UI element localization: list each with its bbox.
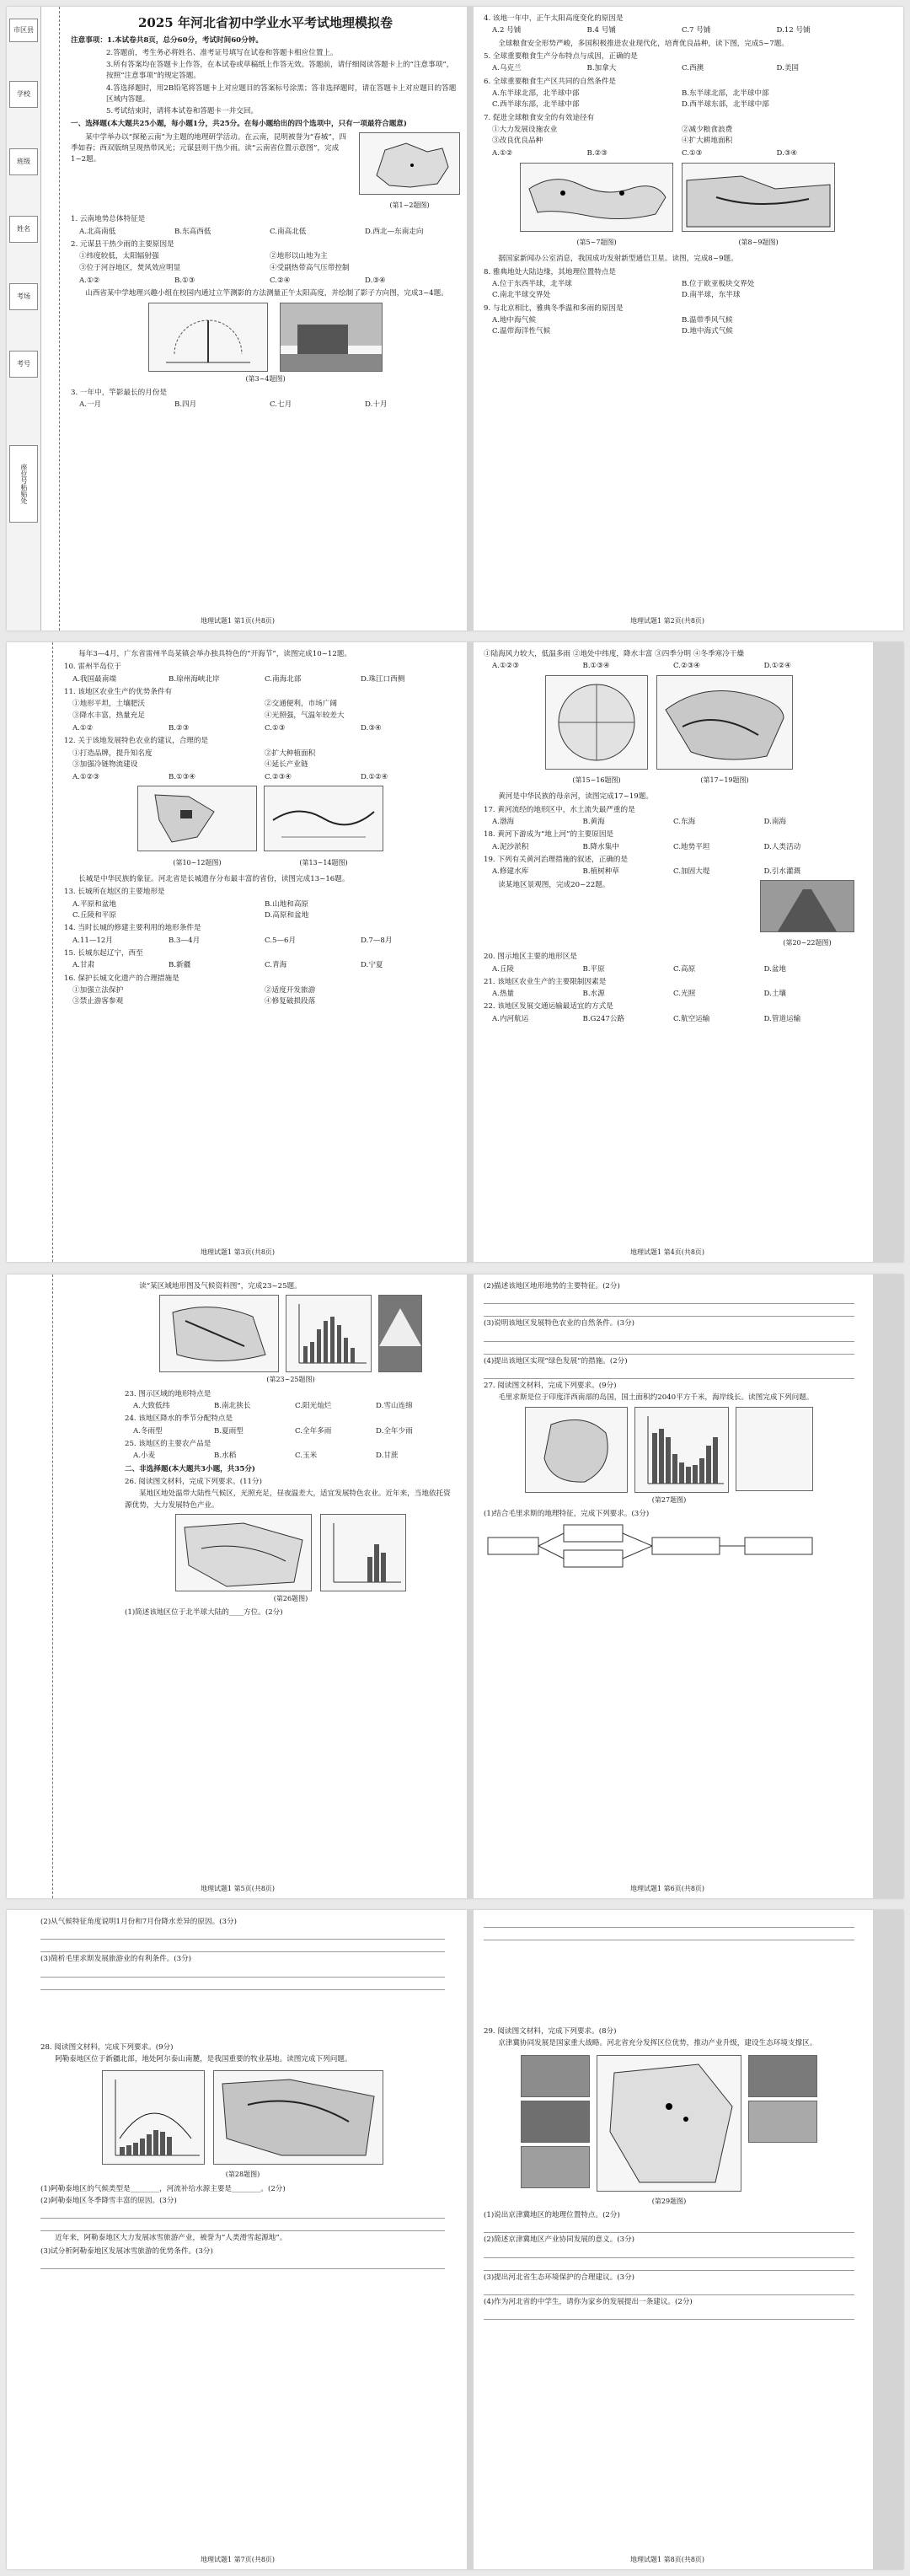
q1-option-c[interactable]: C.南高北低 <box>270 227 307 236</box>
notice-2: 2.答题前，考生务必将姓名、准考证号填写在试卷和答题卡相应位置上。 <box>106 48 338 57</box>
page-6-footer: 地理试题1 第6页(共8页) <box>630 1885 705 1892</box>
question-8: 8. 雅典地处大陆边缘，其地理位置特点是 <box>484 267 617 276</box>
q20-option-a[interactable]: A.丘陵 <box>492 964 515 974</box>
q25-option-d[interactable]: D.甘蔗 <box>376 1452 399 1461</box>
q20-option-b[interactable]: B.平原 <box>582 964 605 974</box>
q10-option-b[interactable]: B.琼州海峡北岸 <box>169 674 220 684</box>
question-14: 14. 当时长城的修建主要利用的地形条件是 <box>64 924 201 933</box>
question-24: 24. 该地区降水的季节分配特点是 <box>125 1414 233 1424</box>
answer-line[interactable] <box>484 2284 854 2295</box>
q24-option-d[interactable]: D.全年少雨 <box>376 1426 413 1436</box>
material-27: 毛里求斯是位于印度洋西南部的岛国，国土面积约2040平方千米，海岸线长。读图完成下列问题。 <box>498 1393 814 1403</box>
q1-option-d[interactable]: D.西北—东南走向 <box>365 227 424 236</box>
answer-line[interactable] <box>484 1917 854 1928</box>
q5-option-d[interactable]: D.美国 <box>776 64 800 73</box>
q18-option-b[interactable]: B.降水集中 <box>582 842 619 851</box>
student-info-strip <box>7 7 41 631</box>
notice-4: 4.答选择题时，用2B铅笔将答题卡上对应题目的答案标号涂黑；答非选择题时，请在答题卡上对应题目的答题区域内答题。 <box>106 83 457 104</box>
q5-option-a[interactable]: A.乌克兰 <box>492 64 522 73</box>
circular-map-figure <box>545 675 648 770</box>
answer-line[interactable] <box>40 1979 445 1990</box>
class-label: 班级 <box>9 148 38 175</box>
page-8 <box>484 1917 854 2321</box>
answer-line[interactable] <box>484 2260 854 2271</box>
question-28-3: (3)试分析阿勒泰地区发展冰雪旅游的优势条件。(3分) <box>40 2246 213 2256</box>
answer-line[interactable] <box>40 1967 445 1978</box>
q4-option-b[interactable]: B.4 号铺 <box>586 26 616 35</box>
page-5 <box>125 1281 457 1620</box>
q11-option-c[interactable]: C.①③ <box>265 723 286 733</box>
q11-statement-4: ④光照强，气温年较差大 <box>265 711 345 720</box>
page-gutter-2 <box>467 642 474 1262</box>
page-4-footer: 地理试题1 第4页(共8页) <box>630 1248 705 1256</box>
name-label: 姓名 <box>9 216 38 243</box>
page-7 <box>40 1917 445 2271</box>
binding-line-2 <box>52 642 53 1262</box>
q16-statement-4: ④修复破损段落 <box>265 997 316 1006</box>
notice-3: 3.所有答案均在答题卡上作答，在本试卷或草稿纸上作答无效。答题前，请仔细阅读答题卡上的“注意事项”，按照“注意事项”的规定答题。 <box>106 60 454 81</box>
question-5: 5. 全球重要粮食生产分布特点与成因，正确的是 <box>484 51 638 61</box>
q8-option-b[interactable]: B.位于欧亚板块交界处 <box>682 280 755 289</box>
q11-option-d[interactable]: D.③④ <box>361 723 382 733</box>
q4-option-c[interactable]: C.7 号铺 <box>682 26 711 35</box>
question-29-4: (4)作为河北省的中学生，请你为家乡的发展提出一条建议。(2分) <box>484 2297 693 2306</box>
q12-option-a[interactable]: A.①②③ <box>72 773 100 782</box>
q18-option-c[interactable]: C.地势平坦 <box>673 842 710 851</box>
district-label: 市区县 <box>9 19 38 42</box>
fig-27-caption: (第27题图) <box>651 1495 687 1504</box>
exam-page-3-4 <box>7 642 903 1262</box>
q2-statement-2: ②地形以山地为主 <box>270 252 328 261</box>
q4-option-d[interactable]: D.12 号铺 <box>776 26 811 35</box>
q16-option-b[interactable]: B.①③④ <box>582 662 610 671</box>
question-18: 18. 黄河下游成为“地上河”的主要原因是 <box>484 830 614 840</box>
q16-option-d[interactable]: D.①②④ <box>763 662 791 671</box>
page-3 <box>64 649 457 1010</box>
note-box-27 <box>736 1407 813 1491</box>
climate-chart-27 <box>634 1407 729 1493</box>
school-label: 学校 <box>9 81 38 108</box>
q20-option-d[interactable]: D.盆地 <box>763 964 787 974</box>
q3-option-a[interactable]: A.一月 <box>79 400 102 410</box>
q11-statement-3: ③降水丰富，热量充足 <box>72 711 145 720</box>
q2-statement-4: ④受副热带高气压带控制 <box>270 263 350 272</box>
world-grain-map-figure <box>520 163 673 232</box>
question-26-2: (2)描述该地区地形地势的主要特征。(2分) <box>484 1282 620 1291</box>
exam-page-5-6 <box>7 1275 903 1898</box>
highway-photo <box>760 880 854 932</box>
q23-option-d[interactable]: D.雪山连绵 <box>376 1402 413 1411</box>
q23-option-c[interactable]: C.阳光灿烂 <box>295 1402 332 1411</box>
page-5-footer: 地理试题1 第5页(共8页) <box>201 1885 276 1892</box>
q19-option-d[interactable]: D.引水灌溉 <box>763 867 801 877</box>
q19-option-c[interactable]: C.加固大堤 <box>673 867 710 877</box>
answer-line[interactable] <box>40 1929 445 1940</box>
q8-option-a[interactable]: A.位于东西半球，北半球 <box>492 280 572 289</box>
question-3: 3. 一年中，竿影最长的月份是 <box>71 389 168 398</box>
flowchart-27 <box>484 1521 838 1571</box>
question-22: 22. 该地区发展交通运输最适宜的方式是 <box>484 1002 613 1012</box>
page-6 <box>484 1281 854 1576</box>
question-26-1: (1)简述该地区位于北半球大陆的____方位。(2分) <box>125 1608 283 1618</box>
exam-number-label: 考号 <box>9 351 38 378</box>
q14-option-b[interactable]: B.3—4月 <box>169 936 201 945</box>
question-20: 20. 图示地区主要的地形区是 <box>484 953 577 962</box>
question-16: 16. 保护长城文化遗产的合理措施是 <box>64 974 179 983</box>
right-margin-strip-3 <box>873 1275 903 1898</box>
q18-option-d[interactable]: D.人类活动 <box>763 842 801 851</box>
q9-option-c[interactable]: C.温带海洋性气候 <box>492 327 551 336</box>
q11-option-b[interactable]: B.②③ <box>169 723 190 733</box>
fig-26-caption: (第26题图) <box>273 1594 308 1602</box>
question-19: 19. 下列有关黄河治理措施的叙述，正确的是 <box>484 855 629 864</box>
answer-line[interactable] <box>484 1306 854 1317</box>
q22-option-a[interactable]: A.内河航运 <box>492 1014 529 1023</box>
q17-option-d[interactable]: D.南海 <box>763 817 787 826</box>
fig-23-25-caption: (第23~25题图) <box>266 1376 315 1384</box>
q9-option-d[interactable]: D.地中海式气候 <box>682 327 733 336</box>
question-27: 27. 阅读图文材料，完成下列要求。(9分) <box>484 1381 617 1390</box>
answer-line[interactable] <box>484 2222 854 2233</box>
exam-page-7-8 <box>7 1910 903 2569</box>
q1-option-b[interactable]: B.东高西低 <box>174 227 211 236</box>
room-label: 考场 <box>9 283 38 310</box>
binding-line-3 <box>52 1275 53 1898</box>
answer-line[interactable] <box>40 2258 445 2269</box>
answer-line[interactable] <box>484 1344 854 1355</box>
right-margin-strip <box>873 642 903 1262</box>
fig-17-19-caption: (第17~19题图) <box>700 775 749 784</box>
q24-option-c[interactable]: C.全年多雨 <box>295 1426 332 1436</box>
intro-20-22: 读某地区景观图，完成20~22题。 <box>498 880 610 889</box>
question-1: 1. 云南地势总体特征是 <box>71 215 146 224</box>
page-3-footer: 地理试题1 第3页(共8页) <box>201 1248 276 1256</box>
intro-5-7: 全球粮食安全形势严峻，多国积极推进农业现代化，培育优良品种，读下图，完成5~7题。 <box>498 39 789 48</box>
q12-option-d[interactable]: D.①②④ <box>361 773 388 782</box>
q16-option-a[interactable]: A.①②③ <box>492 662 520 671</box>
question-11: 11. 该地区农业生产的优势条件有 <box>64 687 173 696</box>
material-28b: 近年来，阿勒泰地区大力发展冰雪旅游产业，被誉为“人类滑雪起源地”。 <box>55 2234 287 2243</box>
q11-option-a[interactable]: A.①② <box>72 723 94 733</box>
question-27-2: (2)从气候特征角度说明1月份和7月份降水差异的原因。(3分) <box>40 1918 237 1926</box>
fig-8-9-caption: (第8~9题图) <box>738 239 779 247</box>
question-7: 7. 促进全球粮食安全的有效途径有 <box>484 113 595 122</box>
q7-statement-2: ②减少粮食浪费 <box>682 125 733 134</box>
q19-option-a[interactable]: A.修建水库 <box>492 867 529 877</box>
q12-option-b[interactable]: B.①③④ <box>169 773 196 782</box>
q14-option-c[interactable]: C.5—6月 <box>265 936 297 945</box>
answer-line[interactable] <box>484 1293 854 1304</box>
q6-option-d[interactable]: D.西半球东部，北半球中部 <box>682 100 769 110</box>
q10-option-a[interactable]: A.我国最南端 <box>72 674 116 684</box>
photo-29-b <box>521 2101 590 2143</box>
page-1-footer-text: 地理试题1 第1页(共8页) <box>201 617 276 625</box>
q12-statement-2: ②扩大种植面积 <box>265 749 316 758</box>
page-2-footer-text: 地理试题1 第2页(共8页) <box>630 617 705 625</box>
question-9: 9. 与北京相比，雅典冬季温和多雨的原因是 <box>484 303 624 313</box>
q23-option-b[interactable]: B.南北狭长 <box>214 1402 251 1411</box>
notice-1: 注意事项：1.本试卷共8页，总分60分，考试时间60分钟。 <box>71 36 263 46</box>
fig-10-12-caption: (第10~12题图) <box>173 858 222 867</box>
q3-option-b[interactable]: B.四月 <box>174 400 197 410</box>
material-29: 京津冀协同发展是国家重大战略。河北省充分发挥区位优势，推动产业升级，建设生态环境支撑区。 <box>498 2039 817 2048</box>
q12-option-c[interactable]: C.②③④ <box>265 773 292 782</box>
q17-option-b[interactable]: B.黄海 <box>582 817 605 826</box>
q21-option-c[interactable]: C.光照 <box>673 990 696 999</box>
question-29-3: (3)提出河北省生态环境保护的合理建议。(3分) <box>484 2273 635 2282</box>
q3-option-d[interactable]: D.十月 <box>365 400 388 410</box>
question-2: 2. 元谋县干热少雨的主要原因是 <box>71 240 174 250</box>
question-15: 15. 长城东起辽宁，西至 <box>64 949 143 958</box>
question-29: 29. 阅读图文材料，完成下列要求。(8分) <box>484 2027 617 2036</box>
q12-statement-4: ④延长产业链 <box>265 759 308 769</box>
fig-3-4-caption: (第3~4题图) <box>245 374 286 383</box>
q7-option-a[interactable]: A.①② <box>492 149 513 158</box>
section-2-heading: 二、非选择题(本大题共3小题，共35分) <box>125 1464 255 1473</box>
q22-option-c[interactable]: C.航空运输 <box>673 1014 710 1023</box>
right-margin-strip-4 <box>873 1910 903 2569</box>
mediterranean-map-figure <box>682 163 835 232</box>
q2-option-d[interactable]: D.③④ <box>365 276 386 286</box>
q15-option-b[interactable]: B.新疆 <box>169 961 191 970</box>
question-26-4: (4)提出该地区实现“绿色发展”的措施。(2分) <box>484 1356 628 1366</box>
page-gutter-4 <box>467 1910 474 2569</box>
q6-option-b[interactable]: B.东半球北部，北半球中部 <box>682 89 769 98</box>
q24-option-a[interactable]: A.冬雨型 <box>133 1426 163 1436</box>
answer-line[interactable] <box>484 1331 854 1342</box>
answer-line[interactable] <box>40 2208 445 2219</box>
q16-statement-3: ③禁止游客参观 <box>72 997 124 1006</box>
q11-statement-1: ①地形平坦，土壤肥沃 <box>72 700 145 709</box>
q7-option-d[interactable]: D.③④ <box>776 149 798 158</box>
q13-option-c[interactable]: C.丘陵和平原 <box>72 911 116 920</box>
q15-option-a[interactable]: A.甘肃 <box>72 961 95 970</box>
question-4: 4. 该地一年中，正午太阳高度变化的原因是 <box>484 14 624 23</box>
question-25: 25. 该地区的主要农产品是 <box>125 1439 211 1448</box>
q19-option-b[interactable]: B.植树种草 <box>582 867 619 877</box>
q7-statement-4: ④扩大耕地面积 <box>682 137 733 146</box>
question-28-1: (1)阿勒泰地区的气候类型是________，河流补给水源主要是________。(2分) <box>40 2184 286 2193</box>
material-28: 阿勒泰地区位于新疆北部，地处阿尔泰山南麓，是我国重要的牧业基地。读图完成下列问题。 <box>55 2054 352 2063</box>
q18-option-a[interactable]: A.泥沙淤积 <box>492 842 529 851</box>
fig-1-2-caption: (第1~2题图) <box>389 201 430 210</box>
section-1-heading: 一、选择题(本大题共25小题，每小题1分，共25分。在每小题给出的四个选项中，只有一项最符合题意) <box>71 120 407 129</box>
q2-option-a[interactable]: A.①② <box>79 276 100 286</box>
q9-option-a[interactable]: A.地中海气候 <box>492 316 536 325</box>
question-27-3: (3)简析毛里求斯发展旅游业的有利条件。(3分) <box>40 1955 192 1964</box>
mauritius-map <box>525 1407 628 1493</box>
intro-10-12: 每年3—4月，广东省雷州半岛某镇会举办独具特色的“开海节”，读图完成10~12题。 <box>78 650 351 658</box>
q4-option-a[interactable]: A.2 号铺 <box>492 26 522 35</box>
q7-statement-3: ③改良优良品种 <box>492 137 543 146</box>
fig-5-7-caption: (第5~7题图) <box>576 239 617 247</box>
answer-line[interactable] <box>484 2247 854 2258</box>
question-27-1: (1)结合毛里求斯的地理特征，完成下列要求。(3分) <box>484 1509 650 1518</box>
page-7-footer: 地理试题1 第7页(共8页) <box>201 2556 276 2563</box>
q2-statement-1: ①纬度较低，太阳辐射强 <box>79 252 159 261</box>
q25-option-a[interactable]: A.小麦 <box>133 1452 156 1461</box>
page-2 <box>484 13 871 340</box>
question-6: 6. 全球重要粮食生产区共同的自然条件是 <box>484 77 617 86</box>
intro-17-19: 黄河是中华民族的母亲河，读图完成17~19题。 <box>498 792 653 802</box>
q22-option-b[interactable]: B.G247公路 <box>582 1014 625 1023</box>
q11-statement-2: ②交通便利，市场广阔 <box>265 700 337 709</box>
page-8-footer: 地理试题1 第8页(共8页) <box>630 2556 705 2563</box>
q14-option-a[interactable]: A.11—12月 <box>72 936 113 945</box>
q9-option-b[interactable]: B.温带季风气候 <box>682 316 733 325</box>
photo-29-c <box>521 2146 590 2188</box>
q2-option-c[interactable]: C.②④ <box>270 276 291 286</box>
q21-option-d[interactable]: D.土壤 <box>763 990 787 999</box>
climate-chart-26 <box>320 1514 406 1591</box>
q21-option-b[interactable]: B.水源 <box>582 990 605 999</box>
intro-3-4: 山西省某中学地理兴趣小组在校园内通过立竿测影的方法测量正午太阳高度，并绘制了影子方向图，完成3~4题。 <box>85 289 448 298</box>
q22-option-d[interactable]: D.管道运输 <box>763 1014 801 1023</box>
great-wall-map-figure <box>264 786 383 851</box>
answer-line[interactable] <box>40 1941 445 1952</box>
exam-page-1-2 <box>7 7 903 631</box>
q20-option-c[interactable]: C.高原 <box>673 964 696 974</box>
q12-statement-3: ③加强冷链物流建设 <box>72 759 138 769</box>
question-29-1: (1)说出京津冀地区的地理位置特点。(2分) <box>484 2211 620 2220</box>
q25-option-b[interactable]: B.水稻 <box>214 1452 237 1461</box>
q6-option-c[interactable]: C.西半球东部，北半球中部 <box>492 100 580 110</box>
q16-statement-1: ①加强立法保护 <box>72 985 124 995</box>
q1-option-a[interactable]: A.北高南低 <box>79 227 116 236</box>
region-terrain-map <box>159 1295 279 1372</box>
fig-13-14-caption: (第13~14题图) <box>299 858 348 867</box>
altay-map <box>213 2070 383 2165</box>
q13-option-a[interactable]: A.平原和盆地 <box>72 899 116 909</box>
shadow-diagram-figure <box>148 303 268 372</box>
q8-option-c[interactable]: C.南北半球交界处 <box>492 291 551 300</box>
q16-option-c[interactable]: C.②③④ <box>673 662 701 671</box>
q16-statement-2: ②适度开发旅游 <box>265 985 316 995</box>
q7-statement-1: ①大力发展设施农业 <box>492 125 558 134</box>
seat-sticker-area: 座位号粘贴处 <box>9 445 38 523</box>
question-23: 23. 图示区域的地形特点是 <box>125 1389 211 1398</box>
question-21: 21. 该地区农业生产的主要限制因素是 <box>484 977 607 986</box>
q2-statement-3: ③位于河谷地区，焚风效应明显 <box>79 263 181 272</box>
china-terrain-map-figure <box>656 675 793 770</box>
question-28: 28. 阅读图文材料，完成下列要求。(9分) <box>40 2042 174 2052</box>
yunnan-map-figure <box>359 132 460 195</box>
q24-option-b[interactable]: B.夏雨型 <box>214 1426 244 1436</box>
page-1 <box>71 13 460 413</box>
q5-option-b[interactable]: B.加拿大 <box>586 64 617 73</box>
intro-8-9: 据国家新闻办公室消息，我国成功发射新型通信卫星。读图，完成8~9题。 <box>498 255 738 264</box>
q8-option-d[interactable]: D.南半球，东半球 <box>682 291 741 300</box>
question-13: 13. 长城所在地区的主要地形是 <box>64 888 165 897</box>
q15-option-c[interactable]: C.青海 <box>265 961 287 970</box>
question-26-3: (3)说明该地区发展特色农业的自然条件。(3分) <box>484 1319 635 1328</box>
q10-option-c[interactable]: C.南海北部 <box>265 674 302 684</box>
fig-28-caption: (第28题图) <box>225 2171 260 2179</box>
material-26: 某地区地处温带大陆性气候区，光照充足，昼夜温差大，适宜发展特色农业。近年来，当地依托资源优势，大力发展特色产业。 <box>125 1489 451 1510</box>
q15-option-d[interactable]: D.宁夏 <box>361 961 383 970</box>
q12-statement-1: ①打造品牌，提升知名度 <box>72 749 153 758</box>
q5-option-c[interactable]: C.西澳 <box>682 64 704 73</box>
exam-title: 2025 年河北省初中学业水平考试地理模拟卷 <box>138 15 393 30</box>
answer-line[interactable] <box>484 2309 854 2320</box>
notice-5: 5.考试结束时，请将本试卷和答题卡一并交回。 <box>106 107 259 116</box>
q2-option-b[interactable]: B.①③ <box>174 276 195 286</box>
photo-29-e <box>748 2101 817 2143</box>
question-26: 26. 阅读图文材料，完成下列要求。(11分) <box>125 1477 262 1486</box>
q13-option-b[interactable]: B.山地和高原 <box>265 899 309 909</box>
climate-chart-23 <box>286 1295 372 1372</box>
snow-mountain-photo <box>378 1295 422 1372</box>
q13-option-d[interactable]: D.高原和盆地 <box>265 911 309 920</box>
q3-option-c[interactable]: C.七月 <box>270 400 292 410</box>
climate-chart-28 <box>102 2070 205 2165</box>
question-10: 10. 雷州半岛位于 <box>64 663 121 672</box>
q14-option-d[interactable]: D.7—8月 <box>361 936 393 945</box>
q10-option-d[interactable]: D.珠江口西侧 <box>361 674 405 684</box>
intro-23-25: 读“某区域地形图及气候资料图”，完成23~25题。 <box>139 1282 302 1291</box>
q25-option-c[interactable]: C.玉米 <box>295 1452 318 1461</box>
intro-13-16: 长城是中华民族的象征。河北省是长城遗存分布最丰富的省份，读图完成13~16题。 <box>78 875 350 884</box>
page-gutter <box>467 7 474 631</box>
fig-29-caption: (第29题图) <box>651 2197 687 2205</box>
q23-option-a[interactable]: A.大致低纬 <box>133 1402 170 1411</box>
fig-15-16-caption: (第15~16题图) <box>572 775 621 784</box>
answer-line[interactable] <box>484 1368 854 1379</box>
answer-line[interactable] <box>484 1929 854 1940</box>
photo-29-d <box>748 2055 817 2097</box>
question-28-2: (2)阿勒泰地区冬季降雪丰富的原因。(3分) <box>40 2196 177 2205</box>
q21-option-a[interactable]: A.热量 <box>492 990 515 999</box>
leizhou-map-figure <box>137 786 257 851</box>
question-17: 17. 黄河流经的地形区中，水土流失最严重的是 <box>484 805 635 814</box>
photo-29-a <box>521 2055 590 2097</box>
q7-option-b[interactable]: B.②③ <box>586 149 608 158</box>
intro-1-2: 某中学举办以“探秘云南”为主题的地理研学活动。在云南，昆明被誉为“春城”，四季如春；西双版纳呈现热带风光；元谋县则干热少雨。读“云南省位置示意图”，完成1~2题。 <box>71 132 346 164</box>
page-gutter-3 <box>467 1275 474 1898</box>
right-statements: ①陆海风力较大，低温多雨 ②地处中纬度，降水丰富 ③四季分明 ④冬季寒冷干燥 <box>484 650 744 658</box>
question-12: 12. 关于该地发展特色农业的建议，合理的是 <box>64 737 209 746</box>
region-map-26 <box>175 1514 312 1591</box>
q7-option-c[interactable]: C.①③ <box>682 149 703 158</box>
jingjinji-map <box>597 2055 741 2192</box>
building-photo <box>280 303 383 372</box>
q17-option-c[interactable]: C.东海 <box>673 817 696 826</box>
fig-20-22-caption: (第20~22题图) <box>783 938 832 947</box>
q17-option-a[interactable]: A.渤海 <box>492 817 515 826</box>
page-4 <box>484 649 854 1027</box>
question-29-2: (2)简述京津冀地区产业协同发展的意义。(3分) <box>484 2235 635 2245</box>
binding-line <box>59 7 60 631</box>
answer-line[interactable] <box>40 2220 445 2231</box>
q6-option-a[interactable]: A.东半球北部，北半球中部 <box>492 89 580 98</box>
